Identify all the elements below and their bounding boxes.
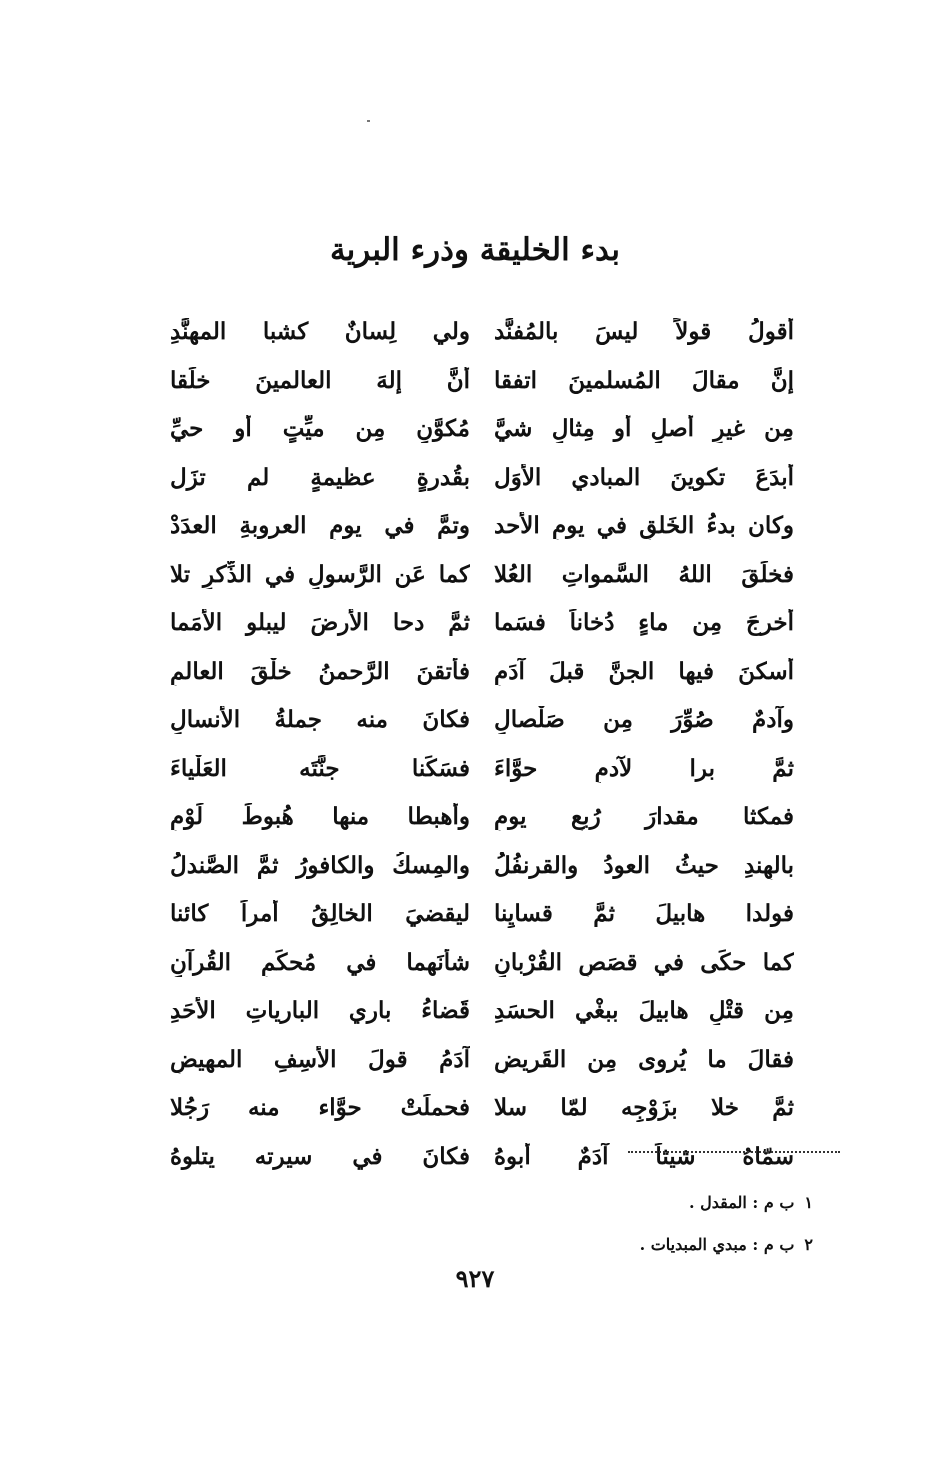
footnote — [413, 1224, 813, 1266]
verse-first-hemistich: وكان بدءُ الخَلقِ في يومِ الأحد — [494, 512, 794, 540]
verse — [170, 599, 794, 648]
page-number: ٩٢٧ — [455, 1264, 495, 1293]
verse — [170, 1036, 794, 1085]
verse-second-hemistich: والمِسكُ والكافورُ ثمَّ الصَّندلُ — [170, 851, 470, 879]
verse-first-hemistich: ثمَّ برا لآدمٍ حوَّاءَ — [494, 754, 794, 782]
verse — [170, 405, 794, 454]
verse-first-hemistich: أقولُ قولاً ليسَ بالمُفنَّد — [494, 318, 794, 346]
footnote — [413, 1182, 813, 1224]
verse — [170, 454, 794, 503]
verse-second-hemistich: شأنَهما في مُحكَمِ القُرآنِ — [170, 948, 470, 976]
verse-first-hemistich: ثمَّ خلا بزَوْجِه لمّا سلا — [494, 1094, 794, 1122]
verse-first-hemistich: سمّاهُ شيثاً آدَمٌ أبوهُ — [494, 1142, 794, 1170]
verse-second-hemistich: كما عَن الرَّسولِ في الذِّكرِ تلا — [170, 560, 470, 588]
verse — [170, 1133, 794, 1182]
verse — [170, 745, 794, 794]
verse — [170, 890, 794, 939]
verse — [170, 357, 794, 406]
verse-first-hemistich: أسكنَ فيها الجنَّ قبلَ آدَمِ — [494, 657, 794, 685]
verse-first-hemistich: فمكثا مقدارَ رُبعِ يومِ — [494, 803, 794, 831]
verse-second-hemistich: مُكوَّنٍ مِن ميِّتٍ أو حيِّ — [170, 415, 470, 443]
verse — [170, 308, 794, 357]
footnote-text: ب م : المقدل . — [688, 1193, 795, 1212]
verse-first-hemistich: أبدَعَ تكوينَ المبادي الأوَل — [494, 463, 794, 491]
verse-second-hemistich: فحملَتْ حوَّاء منه رَجُلا — [170, 1094, 470, 1122]
verse-first-hemistich: فقالَ ما يُروى مِن القَريضِ — [494, 1045, 794, 1073]
verse-second-hemistich: وأهبطا منها هُبوطَ لَوْمِ — [170, 803, 470, 831]
verse-second-hemistich: بقُدرةٍ عظيمةٍ لم تزَل — [170, 463, 470, 491]
verse — [170, 696, 794, 745]
page-title: بدء الخليقة وذرء البرية — [330, 232, 620, 268]
verse — [170, 648, 794, 697]
footnote-separator — [628, 1151, 840, 1153]
verse — [170, 939, 794, 988]
verse — [170, 1084, 794, 1133]
footnote-number: ٢ — [804, 1235, 813, 1254]
verse-second-hemistich: أنَّ إلهَ العالمينَ خلَقا — [170, 366, 470, 394]
scan-speck — [367, 120, 370, 122]
verse-first-hemistich: مِن غيرِ أصلٍ أو مِثالِ شيَّ — [494, 415, 794, 443]
verse-first-hemistich: وآدمٌ صُوِّرَ مِن صَلْصالِ — [494, 706, 794, 734]
verse-second-hemistich: فكانَ في سيرته يتلوهُ — [170, 1142, 470, 1170]
footnote-number: ١ — [804, 1193, 813, 1212]
verse-first-hemistich: كما حكَى في قصَصِ القُرْبانِ — [494, 948, 794, 976]
poem — [170, 308, 794, 1181]
verse-second-hemistich: وتمَّ في يومِ العروبةِ العدَدْ — [170, 512, 470, 540]
verse-second-hemistich: قَضاءُ باري البارياتِ الأحَدِ — [170, 997, 470, 1025]
verse-second-hemistich: فسَكَنا جنَّتَه العَلْياءَ — [170, 754, 470, 782]
verse-first-hemistich: فخلَقَ اللهُ السَّمواتِ العُلا — [494, 560, 794, 588]
verse-first-hemistich: مِن قتْلِ هابيلَ ببغْي الحسَدِ — [494, 997, 794, 1025]
verse-second-hemistich: فكانَ منه جملةُ الأنسالِ — [170, 706, 470, 734]
footnotes — [413, 1182, 813, 1266]
verse-second-hemistich: ولي لِسانٌ كشبا المهنَّدِ — [170, 318, 470, 346]
verse-first-hemistich: إنَّ مقالَ المُسلمينَ اتفقا — [494, 366, 794, 394]
verse-first-hemistich: أخرجَ مِن ماءٍ دُخاناً فسَما — [494, 609, 794, 637]
footnote-text: ب م : مبدي المبديات . — [639, 1235, 795, 1254]
verse — [170, 842, 794, 891]
verse — [170, 793, 794, 842]
verse-second-hemistich: ليقضيَ الخالِقُ أمراً كائنا — [170, 900, 470, 928]
verse-second-hemistich: فأتقنَ الرَّحمنُ خلْقَ العالمِ — [170, 657, 470, 685]
verse-second-hemistich: آدَمُ قولَ الأسِفِ المهيضِ — [170, 1045, 470, 1073]
verse-first-hemistich: بالهِندِ حيثُ العودُ والقرنفُلُ — [494, 851, 794, 879]
verse — [170, 987, 794, 1036]
verse-second-hemistich: ثمَّ دحا الأرضَ ليبلو الأمَما — [170, 609, 470, 637]
verse — [170, 502, 794, 551]
verse-first-hemistich: فولدا هابيلَ ثمَّ قسايِنا — [494, 900, 794, 928]
verse — [170, 551, 794, 600]
